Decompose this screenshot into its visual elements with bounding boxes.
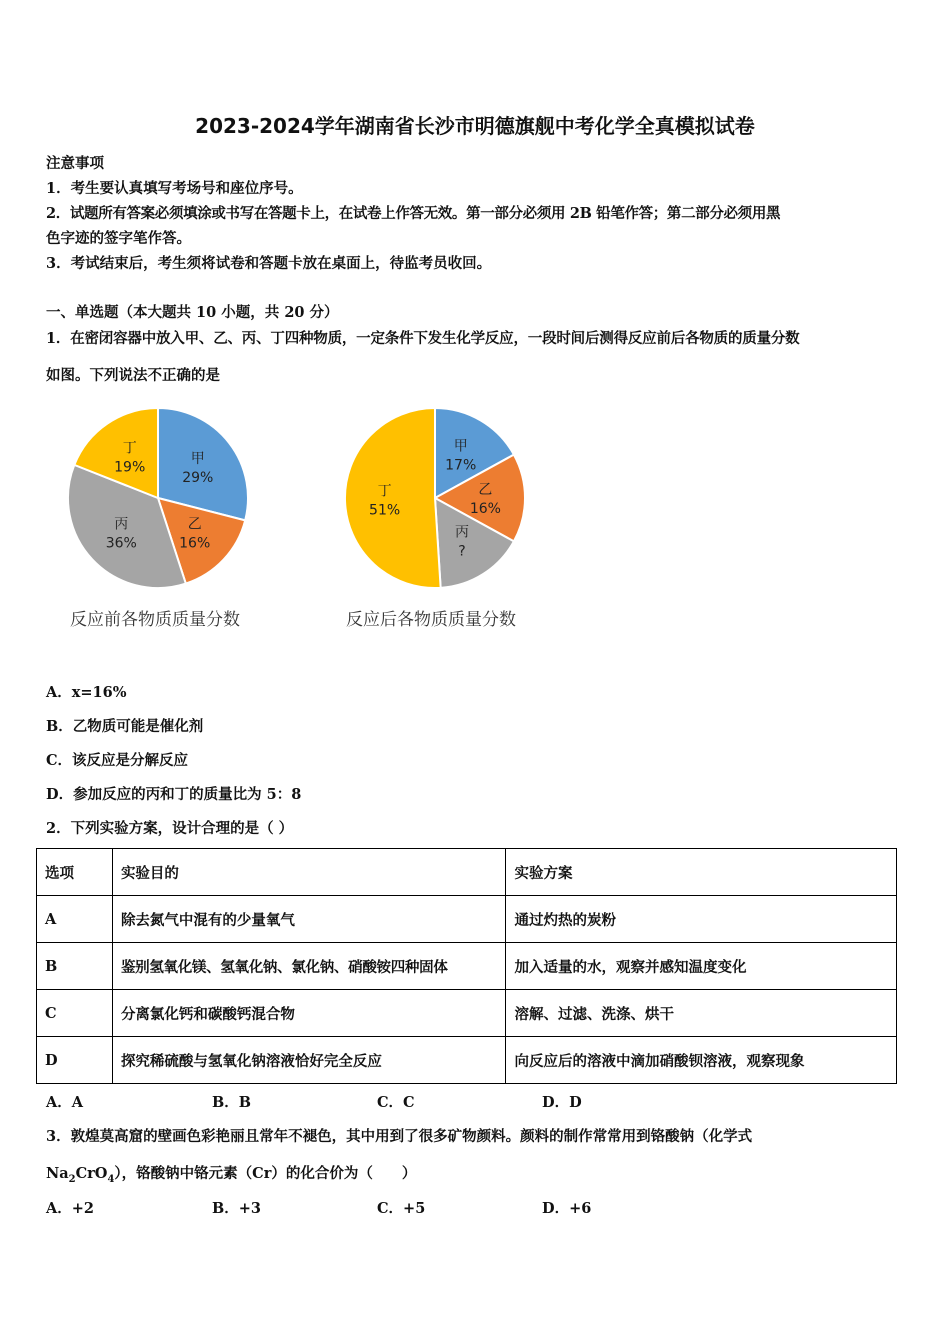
q2-stem: 2．下列实验方案，设计合理的是（ ）: [46, 820, 294, 837]
pie-slice-value-label: 36%: [105, 535, 137, 552]
formula-na: Na: [46, 1165, 69, 1182]
table-cell: 探究稀硫酸与氢氧化钠溶液恰好完全反应: [112, 1037, 506, 1084]
table-cell: C: [37, 990, 113, 1037]
pie-charts: [0, 395, 560, 605]
pie-slice-name: 甲: [190, 451, 205, 468]
table-cell: 鉴别氢氧化镁、氢氧化钠、氯化钠、硝酸铵四种固体: [112, 943, 506, 990]
pie-slice-value-label: 16%: [179, 535, 211, 552]
table-row: [37, 943, 897, 990]
q3-option-c: C．+5: [377, 1200, 426, 1217]
q1-option-d: D．参加反应的丙和丁的质量比为 5：8: [46, 786, 302, 803]
table-cell: 除去氮气中混有的少量氧气: [112, 896, 506, 943]
q1-option-c: C．该反应是分解反应: [46, 752, 189, 769]
table-row: [37, 1037, 897, 1084]
pie-slice-value-label: 19%: [114, 459, 146, 476]
pie-slice-value-label: 17%: [445, 457, 477, 474]
q1-option-a: A．x=16%: [46, 684, 127, 701]
table-cell: B: [37, 943, 113, 990]
pie-after-caption: 反应后各物质质量分数: [346, 610, 516, 630]
pie-slice-value-label: ?: [458, 543, 466, 560]
notice-item-3: 3．考试结束后，考生须将试卷和答题卡放在桌面上，待监考员收回。: [46, 255, 492, 272]
pie-slice-name: 丙: [114, 516, 129, 533]
table-cell: D: [37, 1037, 113, 1084]
q3-option-a: A．+2: [46, 1200, 94, 1217]
q2-option-b: B．B: [212, 1094, 252, 1111]
notice-item-2-line-1: 2．试题所有答案必须填涂或书写在答题卡上，在试卷上作答无效。第一部分必须用 2B 铅笔作答；第二部分必须用黑: [46, 205, 781, 222]
formula-cro: CrO: [75, 1165, 108, 1182]
formula-subscript-2: 2: [68, 1173, 76, 1185]
section-heading: 一、单选题（本大题共 10 小题，共 20 分）: [46, 304, 339, 321]
table-header-cell: 实验目的: [112, 849, 506, 896]
q3-option-b: B．+3: [212, 1200, 261, 1217]
pie-slice-value-label: 29%: [182, 470, 214, 487]
table-cell: 通过灼热的炭粉: [506, 896, 897, 943]
pie-slice-name: 丁: [122, 440, 137, 457]
table-cell: 向反应后的溶液中滴加硝酸钡溶液，观察现象: [506, 1037, 897, 1084]
q2-option-c: C．C: [377, 1094, 415, 1111]
pie-slice-value-label: 16%: [469, 501, 501, 517]
table-cell: 加入适量的水，观察并感知温度变化: [506, 943, 897, 990]
table-header-cell: 实验方案: [506, 849, 897, 896]
table-cell: A: [37, 896, 113, 943]
q1-stem-line-1: 1．在密闭容器中放入甲、乙、丙、丁四种物质，一定条件下发生化学反应，一段时间后测得反应前后各物质的质量分数: [46, 330, 800, 347]
q2-option-a: A．A: [46, 1094, 84, 1111]
pie-slice-name: 乙: [187, 516, 202, 533]
formula-subscript-4: 4: [107, 1173, 115, 1185]
q1-option-b: B．乙物质可能是催化剂: [46, 718, 204, 735]
table-header-cell: 选项: [37, 849, 113, 896]
notice-item-2-line-2: 色字迹的签字笔作答。: [46, 230, 191, 247]
table-row: [37, 896, 897, 943]
q3-stem-line-2: [46, 1162, 416, 1185]
table-row: [37, 990, 897, 1037]
pie-slice-name: 丁: [377, 483, 392, 500]
pie-slice-name: 乙: [478, 482, 493, 498]
pie-slice-name: 丙: [455, 524, 469, 541]
pie-slice-value-label: 51%: [369, 502, 401, 519]
pie-chart-before: [68, 408, 248, 588]
table-cell: 溶解、过滤、洗涤、烘干: [506, 990, 897, 1037]
page-title: 2023-2024学年湖南省长沙市明德旗舰中考化学全真模拟试卷: [195, 114, 755, 138]
q3-stem-line-1: 3．敦煌莫高窟的壁画色彩艳丽且常年不褪色，其中用到了很多矿物颜料。颜料的制作常常用到铬酸钠（化学式: [46, 1128, 753, 1145]
q1-stem-line-2: 如图。下列说法不正确的是: [46, 367, 220, 384]
q3-stem-rest: ），铬酸钠中铬元素（Cr）的化合价为（ ）: [114, 1165, 417, 1182]
pie-slice-name: 甲: [453, 438, 468, 455]
notice-heading: 注意事项: [46, 155, 104, 172]
q2-option-d: D．D: [542, 1094, 582, 1111]
table-header-row: [37, 849, 897, 896]
table-cell: 分离氯化钙和碳酸钙混合物: [112, 990, 506, 1037]
q3-option-d: D．+6: [542, 1200, 592, 1217]
pie-slice: [345, 408, 441, 588]
pie-chart-after: [345, 408, 525, 588]
pie-before-caption: 反应前各物质质量分数: [70, 610, 240, 630]
notice-item-1: 1．考生要认真填写考场号和座位序号。: [46, 180, 303, 197]
experiment-table: [36, 848, 897, 1084]
